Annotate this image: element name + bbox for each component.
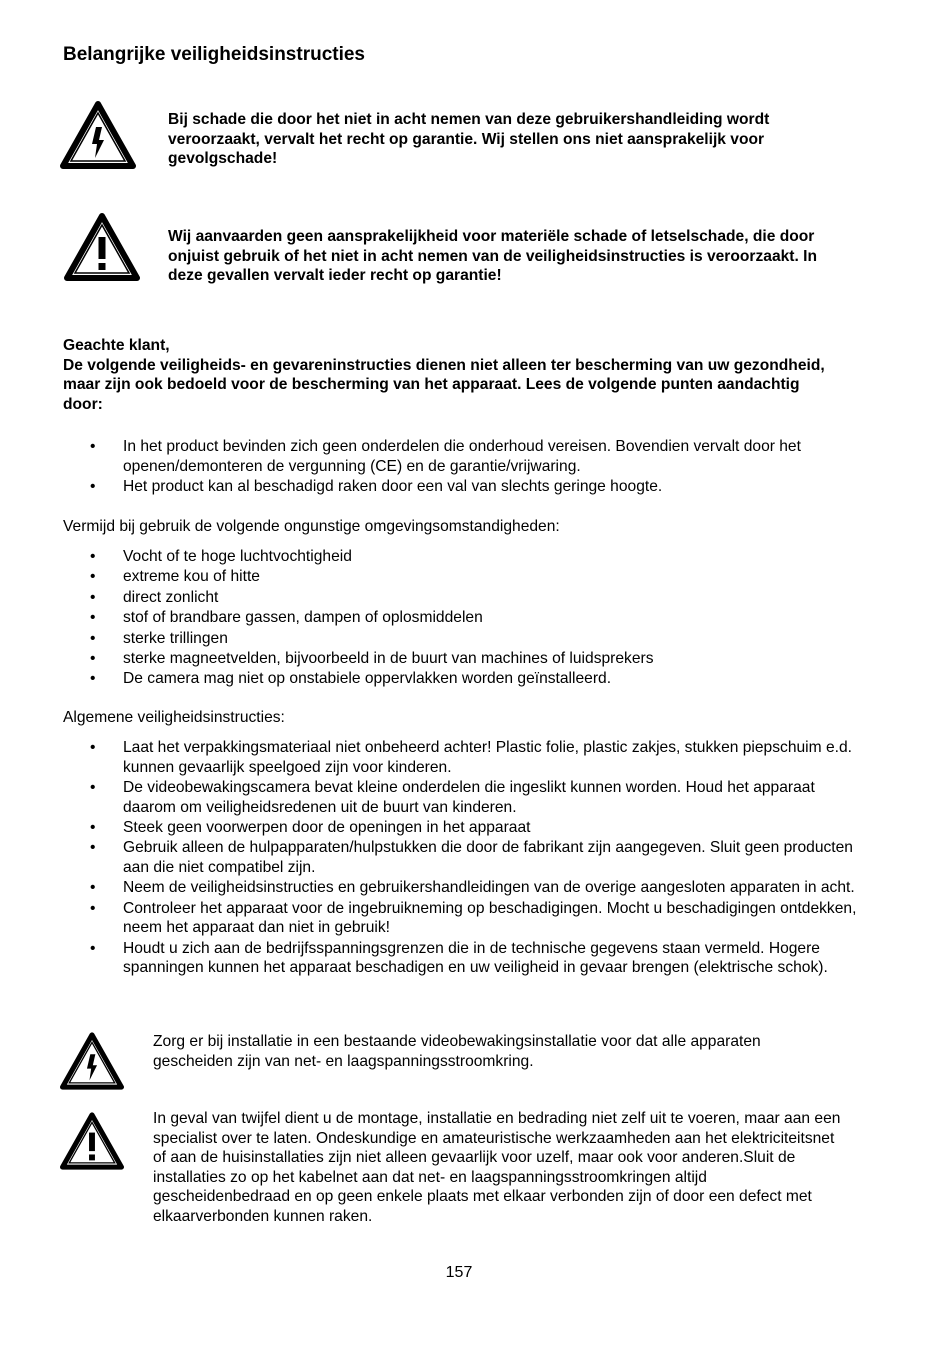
list-item: • sterke trillingen xyxy=(63,629,863,649)
intro-text: De volgende veiligheids- en gevareninstructies dienen niet alleen ter bescherming van uw gezondheid, maar zijn ook bedoeld voor de bescherming van het apparaat. Lees de volgende punten aandachtig door: xyxy=(63,356,825,413)
salutation: Geachte klant, xyxy=(63,337,170,354)
warning-text-specialist: In geval van twijfel dient u de montage, installatie en bedrading niet zelf uit te voeren, maar aan een specialist over te laten. Ondeskundige en amateuristische werkzaamheden aan het elektriciteitsnet of aan de huisinstallaties zijn niet alleen gevaarlijk voor uzelf, maar ook voor anderen.Sluit de installaties zo op het kabelnet aan dat net- en laagspanningsstroomkringen altijd gescheidenbedraad en op geen enkele plaats met elkaar verbonden zijn of door een defect met elkaarverbonden kunnen raken. xyxy=(153,1110,841,1225)
warning-text-liability: Wij aanvaarden geen aansprakelijkheid voor materiële schade of letselschade, die door onjuist gebruik of het niet in acht nemen van de veiligheidsinstructies is veroorzaakt. In deze gevallen vervalt ieder recht op garantie! xyxy=(168,228,818,285)
exclamation-warning-icon xyxy=(60,1110,124,1172)
list-item: • Vocht of te hoge luchtvochtigheid xyxy=(63,547,863,567)
electric-hazard-icon xyxy=(60,100,136,170)
list-item: • Neem de veiligheidsinstructies en gebruikershandleidingen van de overige aangesloten apparaten in acht. xyxy=(63,878,863,898)
exclamation-warning-icon xyxy=(64,212,140,282)
list-item: • Controleer het apparaat voor de ingebruikneming op beschadigingen. Mocht u beschadigingen ontdekken, neem het apparaat dan niet in gebruik! xyxy=(63,899,863,938)
warning-text-warranty: Bij schade die door het niet in acht nemen van deze gebruikershandleiding wordt veroorzaakt, vervalt het recht op garantie. Wij stellen ons niet aansprakelijk voor gevolgschade! xyxy=(168,111,770,168)
product-notes-list xyxy=(63,437,863,497)
page-title: Belangrijke veiligheidsinstructies xyxy=(63,44,365,65)
list-item: • sterke magneetvelden, bijvoorbeeld in de buurt van machines of luidsprekers xyxy=(63,649,863,669)
list-item: • Gebruik alleen de hulpapparaten/hulpstukken die door de fabrikant zijn aangegeven. Sluit geen producten aan die niet compatibel zijn. xyxy=(63,838,863,877)
warning-text-installation: Zorg er bij installatie in een bestaande videobewakingsinstallatie voor dat alle apparaten gescheiden zijn van net- en laagspanningsstroomkring. xyxy=(153,1033,761,1070)
list-item: • Laat het verpakkingsmateriaal niet onbeheerd achter! Plastic folie, plastic zakjes, stukken piepschuim e.d. kunnen gevaarlijk speelgoed zijn voor kinderen. xyxy=(63,738,863,777)
list-item: • Steek geen voorwerpen door de openingen in het apparaat xyxy=(63,818,863,838)
environment-list xyxy=(63,547,863,690)
general-safety-list xyxy=(63,738,863,979)
list-item: • In het product bevinden zich geen onderdelen die onderhoud vereisen. Bovendien vervalt door het openen/demonteren de vergunning (CE) en de garantie/vrijwaring. xyxy=(63,437,863,476)
intro-block xyxy=(63,336,843,414)
list-item: • De videobewakingscamera bevat kleine onderdelen die ingeslikt kunnen worden. Houd het apparaat daarom om veiligheidsredenen uit de buurt van kinderen. xyxy=(63,778,863,817)
list-item: • Houdt u zich aan de bedrijfsspanningsgrenzen die in de technische gegevens staan vermeld. Hogere spanningen kunnen het apparaat beschadigen en uw veiligheid in gevaar brengen (elektrische schok). xyxy=(63,939,863,978)
list-item: • extreme kou of hitte xyxy=(63,567,863,587)
page-number: 157 xyxy=(445,1264,473,1281)
list-item: • direct zonlicht xyxy=(63,588,863,608)
list-item: • stof of brandbare gassen, dampen of oplosmiddelen xyxy=(63,608,863,628)
general-heading: Algemene veiligheidsinstructies: xyxy=(63,709,285,726)
electric-hazard-icon xyxy=(60,1031,124,1091)
environment-heading: Vermijd bij gebruik de volgende ongunstige omgevingsomstandigheden: xyxy=(63,518,560,535)
list-item: • De camera mag niet op onstabiele oppervlakken worden geïnstalleerd. xyxy=(63,669,863,689)
list-item: • Het product kan al beschadigd raken door een val van slechts geringe hoogte. xyxy=(63,477,863,497)
